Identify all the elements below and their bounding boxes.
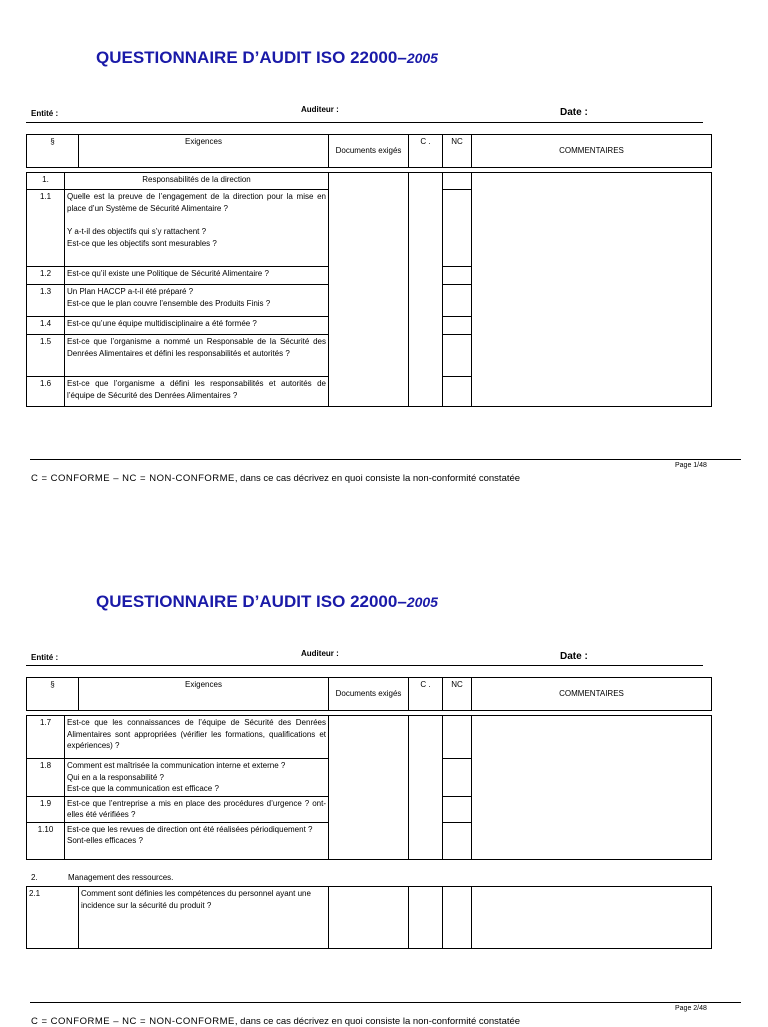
row-number: 1.4: [27, 317, 65, 335]
row-number: 1.2: [27, 267, 65, 285]
row-question: [65, 822, 329, 859]
row-question: Est-ce que l’organisme a défini les responsabilités et autorités de l’équipe de Sécurité des Denrées Alimentaires ?: [65, 377, 329, 407]
nc-cell[interactable]: [443, 887, 472, 949]
nc-cell[interactable]: [443, 173, 472, 190]
title-text: QUESTIONNAIRE D’AUDIT ISO 22000–: [96, 48, 407, 67]
question-line: Est-ce que les objectifs sont mesurables ?: [67, 238, 217, 248]
row-question: Est-ce que l’organisme a nommé un Responsable de la Sécurité des Denrées Alimentaires et défini les responsabilités et autorités ?: [65, 335, 329, 377]
header-rule: [26, 122, 703, 123]
header-table: [26, 134, 712, 168]
comments-cell[interactable]: [472, 887, 712, 949]
col-nc: NC: [443, 135, 472, 168]
row-question: [65, 759, 329, 797]
question-line: Est-ce que les revues de direction ont été réalisées périodiquement ?: [67, 824, 313, 834]
nc-cell[interactable]: [443, 267, 472, 285]
nc-cell[interactable]: [443, 759, 472, 797]
c-cell[interactable]: [409, 173, 443, 407]
row-question: Est-ce que les connaissances de l’équipe de Sécurité des Denrées Alimentaires sont appropriées (vérifier les formations, qualifications et expériences) ?: [65, 716, 329, 759]
row-number: 1.3: [27, 285, 65, 317]
question-line: Comment est maîtrisée la communication interne et externe ?: [67, 761, 286, 770]
nc-cell[interactable]: [443, 377, 472, 407]
page-number: Page 1/48: [675, 462, 707, 469]
col-documents: Documents exigés: [329, 135, 409, 168]
nc-cell[interactable]: [443, 190, 472, 267]
table-row: [27, 887, 712, 949]
nc-cell[interactable]: [443, 796, 472, 822]
row-question: Est-ce que l’entreprise a mis en place des procédures d’urgence ? ont-elles été vérifiées ?: [65, 796, 329, 822]
question-line: Y a-t-il des objectifs qui s’y rattachent ?: [67, 227, 207, 236]
col-documents: Documents exigés: [329, 678, 409, 711]
row-question: Comment sont définies les compétences du personnel ayant une incidence sur la sécurité du produit ?: [79, 887, 329, 949]
title-text: QUESTIONNAIRE D’AUDIT ISO 22000–: [96, 592, 407, 611]
page-number: Page 2/48: [675, 1005, 707, 1012]
col-requirements: Exigences: [79, 678, 329, 711]
questions-table: [26, 715, 712, 860]
col-section: §: [27, 135, 79, 168]
row-question: Est-ce qu’il existe une Politique de Sécurité Alimentaire ?: [65, 267, 329, 285]
legend-text: , dans ce cas décrivez en quoi consiste la non-conformité constatée: [234, 1016, 521, 1027]
nc-cell[interactable]: [443, 716, 472, 759]
section-heading: Responsabilités de la direction: [65, 173, 329, 190]
comments-cell[interactable]: [472, 173, 712, 407]
legend: [31, 1016, 520, 1027]
row-number: 1.7: [27, 716, 65, 759]
auditor-label: Auditeur :: [301, 105, 339, 114]
row-number: 1.8: [27, 759, 65, 797]
col-c: C .: [409, 135, 443, 168]
documents-cell[interactable]: [329, 887, 409, 949]
section-number: 1.: [27, 173, 65, 190]
row-question: Est-ce qu’une équipe multidisciplinaire a été formée ?: [65, 317, 329, 335]
questions-table-2: [26, 886, 712, 949]
title-year: 2005: [406, 594, 438, 610]
spacer: [67, 214, 326, 226]
question-line: Sont-elles efficaces ?: [67, 836, 143, 845]
date-label: Date :: [560, 651, 588, 662]
page-title: [96, 592, 438, 612]
legend-bold: C = CONFORME – NC = NON-CONFORME: [31, 473, 235, 484]
footer-rule: [30, 459, 741, 460]
col-c: C .: [409, 678, 443, 711]
entity-label: Entité :: [31, 109, 59, 118]
page-title: [96, 48, 438, 68]
nc-cell[interactable]: [443, 335, 472, 377]
header-table: [26, 677, 712, 711]
row-question: [65, 190, 329, 267]
table-row: [27, 716, 712, 759]
header-rule: [26, 665, 703, 666]
title-year: 2005: [406, 50, 438, 66]
legend: [31, 473, 520, 484]
entity-label: Entité :: [31, 653, 59, 662]
nc-cell[interactable]: [443, 822, 472, 859]
legend-text: , dans ce cas décrivez en quoi consiste la non-conformité constatée: [234, 473, 521, 484]
question-line: Est-ce que la communication est efficace ?: [67, 784, 219, 793]
c-cell[interactable]: [409, 887, 443, 949]
col-nc: NC: [443, 678, 472, 711]
question-line: Un Plan HACCP a-t-il été préparé ?: [67, 287, 194, 296]
question-line: Quelle est la preuve de l’engagement de la direction pour la mise en place d’un Système de Sécurité Alimentaire ?: [67, 192, 326, 213]
row-number: 1.1: [27, 190, 65, 267]
nc-cell[interactable]: [443, 285, 472, 317]
row-question: [65, 285, 329, 317]
row-number: 1.5: [27, 335, 65, 377]
documents-cell[interactable]: [329, 173, 409, 407]
questions-table: [26, 172, 712, 407]
c-cell[interactable]: [409, 716, 443, 860]
row-number: 1.6: [27, 377, 65, 407]
auditor-label: Auditeur :: [301, 649, 339, 658]
legend-bold: C = CONFORME – NC = NON-CONFORME: [31, 1016, 235, 1027]
row-number: 1.10: [27, 822, 65, 859]
col-comments: COMMENTAIRES: [472, 678, 712, 711]
row-number: 2.1: [27, 887, 79, 949]
col-comments: COMMENTAIRES: [472, 135, 712, 168]
question-line: Qui en a la responsabilité ?: [67, 772, 164, 782]
row-number: 1.9: [27, 796, 65, 822]
col-requirements: Exigences: [79, 135, 329, 168]
col-section: §: [27, 678, 79, 711]
footer-rule: [30, 1002, 741, 1003]
date-label: Date :: [560, 107, 588, 118]
question-line: Est-ce que le plan couvre l’ensemble des Produits Finis ?: [67, 298, 271, 308]
nc-cell[interactable]: [443, 317, 472, 335]
section-heading: Management des ressources.: [68, 873, 174, 882]
comments-cell[interactable]: [472, 716, 712, 860]
section-number: 2.: [31, 873, 38, 882]
documents-cell[interactable]: [329, 716, 409, 860]
